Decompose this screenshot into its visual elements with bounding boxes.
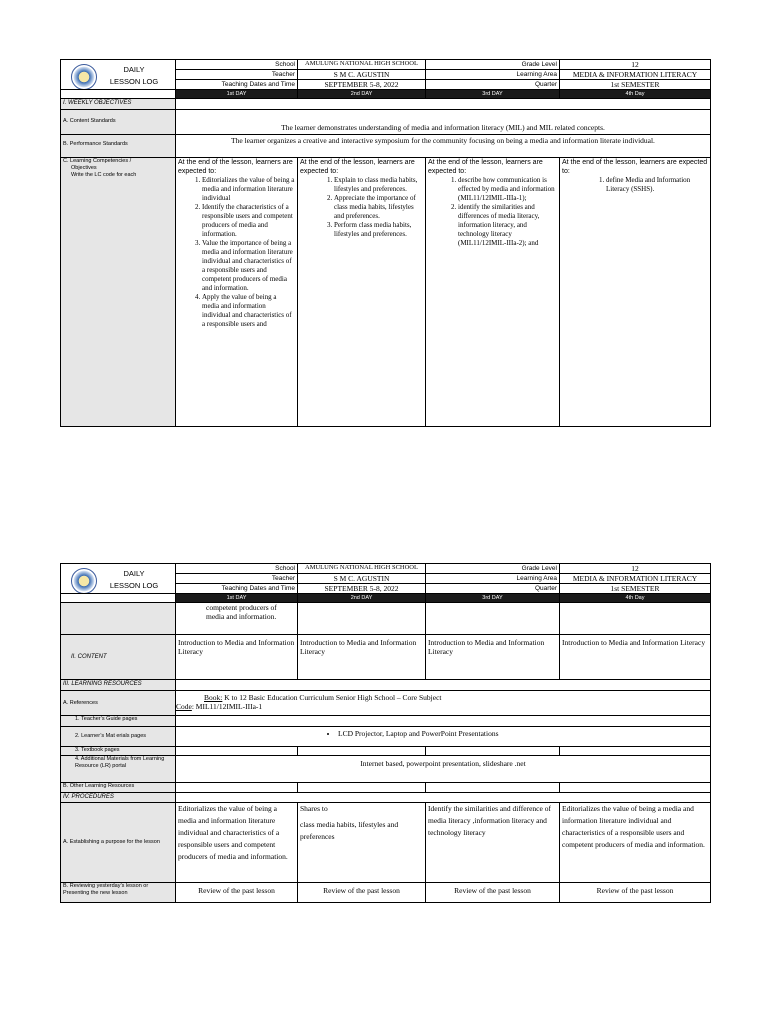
day4-competencies: At the end of the lesson, learners are expected to: 1. define Media and Information Literacy (SSHS).: [560, 158, 711, 427]
day1-competencies: At the end of the lesson, learners are expected to: 1. Editorializes the value of being a media and information literature individual 2. Identify the characteristics of a responsible users and competent producers of media and information. 3. Value the importance of being a media and information literature individual and characteristics of a responsible users and competent producers of media and information. 4. Apply the value of being a media and information individual and characteristics of a responsible users and: [176, 158, 298, 427]
lesson-log-table-2: [60, 563, 711, 903]
competency-item: 2. Identify the characteristics of a responsible users and competent producers of media and information.: [202, 203, 295, 239]
review-day2: Review of the past lesson: [298, 883, 426, 903]
competency-item: 2. Appreciate the importance of class media habits, lifestyles and preferences.: [334, 194, 423, 221]
review-label: B. Reviewing yesterday’s lesson or Presenting the new lesson: [61, 883, 176, 903]
quarter-value: 1st SEMESTER: [560, 584, 711, 594]
daily-lesson-log-title: DAILY LESSON LOG: [109, 65, 159, 86]
lesson-log-table-1: [60, 59, 711, 427]
dates-label: Teaching Dates and Time: [176, 584, 298, 594]
additional-materials-value: Internet based, powerpoint presentation, slideshare .net: [176, 756, 711, 783]
header-title-cell: [61, 564, 176, 594]
textbook-label: 3. Textbook pages: [61, 747, 176, 756]
dates-label: Teaching Dates and Time: [176, 80, 298, 90]
competency-item: 1. define Media and Information Literacy (SSHS).: [606, 176, 708, 194]
learners-materials-label: 2. Learner’s Mat erials pages: [61, 727, 176, 747]
weekly-objectives-heading: I. WEEKLY OBJECTIVES: [61, 99, 176, 110]
school-label: School: [176, 60, 298, 70]
purpose-day2: Shares to class media habits, lifestyles and preferences: [298, 803, 426, 883]
deped-seal-logo: [71, 568, 97, 594]
purpose-day4: Editorializes the value of being a media and information literature individual and characteristics of a responsible users and competent producers of media and information.: [560, 803, 711, 883]
performance-standards-label: B. Performance Standards: [61, 135, 176, 158]
competency-item: 1. Explain to class media habits, lifestyles and preferences.: [334, 176, 423, 194]
grade-level-value: 12: [560, 564, 711, 574]
learners-materials-value: • LCD Projector, Laptop and PowerPoint Presentations: [176, 727, 711, 747]
day-header: 3rd DAY: [426, 594, 560, 603]
content-day1: Introduction to Media and Information Literacy: [176, 635, 298, 680]
dates-value: SEPTEMBER 5-8, 2022: [298, 584, 426, 594]
day-header: 2nd DAY: [298, 594, 426, 603]
school-value: AMULUNG NATIONAL HIGH SCHOOL: [298, 564, 426, 574]
references-label: A. References: [61, 691, 176, 716]
learning-area-label: Learning Area: [426, 574, 560, 584]
day-header: 2nd DAY: [298, 90, 426, 99]
competency-item: 1. Editorializes the value of being a media and information literature individual: [202, 176, 295, 203]
learning-competencies-label: C. Learning Competencies / Objectives Write the LC code for each: [61, 158, 176, 427]
header-title-cell: [61, 60, 176, 90]
day-header: 4th Day: [560, 90, 711, 99]
purpose-day1: Editorializes the value of being a media and information literature individual and characteristics of a responsible users and competent producers of media and information.: [176, 803, 298, 883]
school-label: School: [176, 564, 298, 574]
teacher-value: S M C. AGUSTIN: [298, 70, 426, 80]
competency-item: 4. Apply the value of being a media and information individual and characteristics of a responsible users and: [202, 293, 295, 329]
day-header: 3rd DAY: [426, 90, 560, 99]
learning-area-label: Learning Area: [426, 70, 560, 80]
competency-item: 1. describe how communication is effected by media and information (MIL11/12IMIL-IIIa-1);: [458, 176, 557, 203]
day3-competencies: At the end of the lesson, learners are expected to: 1. describe how communication is effected by media and information (MIL11/12IMIL-IIIa-1); 2. identify the similarities and differences of media literacy, information literacy, and technology literacy (MIL11/12IMIL-IIIa-2); and: [426, 158, 560, 427]
purpose-day3: Identify the similarities and difference of media literacy ,information literacy and technology literacy: [426, 803, 560, 883]
teacher-label: Teacher: [176, 574, 298, 584]
review-day4: Review of the past lesson: [560, 883, 711, 903]
grade-level-label: Grade Level: [426, 60, 560, 70]
day2-competencies: At the end of the lesson, learners are expected to: 1. Explain to class media habits, lifestyles and preferences. 2. Appreciate the importance of class media habits, lifestyles and preferences. 3. Perform class media habits, lifestyles and preferences.: [298, 158, 426, 427]
quarter-label: Quarter: [426, 80, 560, 90]
teacher-value: S M C. AGUSTIN: [298, 574, 426, 584]
grade-level-value: 12: [560, 60, 711, 70]
additional-materials-label: 4. Additional Materials from Learning Resource (LR) portal: [61, 756, 176, 783]
competency-item: 3. Value the importance of being a media and information literature individual and characteristics of a responsible users and competent producers of media and information.: [202, 239, 295, 293]
day-header: 4th Day: [560, 594, 711, 603]
other-resources-label: B. Other Learning Resources: [61, 783, 176, 793]
continued-competency: competent producers of media and information.: [176, 603, 298, 635]
purpose-label: A. Establishing a purpose for the lesson: [61, 803, 176, 883]
content-day2: Introduction to Media and Information Literacy: [298, 635, 426, 680]
learning-resources-heading: III. LEARNING RESOURCES: [61, 680, 176, 691]
day-header: 1st DAY: [176, 594, 298, 603]
lesson-log-page-1: [60, 59, 710, 427]
procedures-heading: IV. PROCEDURES: [61, 793, 176, 803]
content-heading: II. CONTENT: [61, 635, 176, 680]
learning-area-value: MEDIA & INFORMATION LITERACY: [560, 574, 711, 584]
content-day4: Introduction to Media and Information Literacy: [560, 635, 711, 680]
teacher-label: Teacher: [176, 70, 298, 80]
daily-lesson-log-title: DAILY LESSON LOG: [109, 569, 159, 590]
dates-value: SEPTEMBER 5-8, 2022: [298, 80, 426, 90]
lesson-log-page-2: [60, 563, 710, 903]
deped-seal-logo: [71, 64, 97, 90]
learning-area-value: MEDIA & INFORMATION LITERACY: [560, 70, 711, 80]
references-value: Book: K to 12 Basic Education Curriculum Senior High School – Core Subject Code: MIL11/12IMIL-IIIa-1: [176, 691, 711, 716]
quarter-value: 1st SEMESTER: [560, 80, 711, 90]
teachers-guide-label: 1. Teacher’s Guide pages: [61, 716, 176, 727]
quarter-label: Quarter: [426, 584, 560, 594]
review-day3: Review of the past lesson: [426, 883, 560, 903]
review-day1: Review of the past lesson: [176, 883, 298, 903]
content-standards-label: A. Content Standards: [61, 110, 176, 135]
grade-level-label: Grade Level: [426, 564, 560, 574]
day-header: 1st DAY: [176, 90, 298, 99]
competency-item: 3. Perform class media habits, lifestyles and preferences.: [334, 221, 423, 239]
content-standards-text: The learner demonstrates understanding of media and information literacy (MIL) and MIL related concepts.: [176, 110, 711, 135]
competency-item: 2. identify the similarities and differences of media literacy, information literacy, and technology literacy (MIL11/12IMIL-IIIa-2); and: [458, 203, 557, 248]
content-day3: Introduction to Media and Information Literacy: [426, 635, 560, 680]
school-value: AMULUNG NATIONAL HIGH SCHOOL: [298, 60, 426, 70]
performance-standards-text: The learner organizes a creative and interactive symposium for the community focusing on being a media and information literate individual.: [176, 135, 711, 158]
